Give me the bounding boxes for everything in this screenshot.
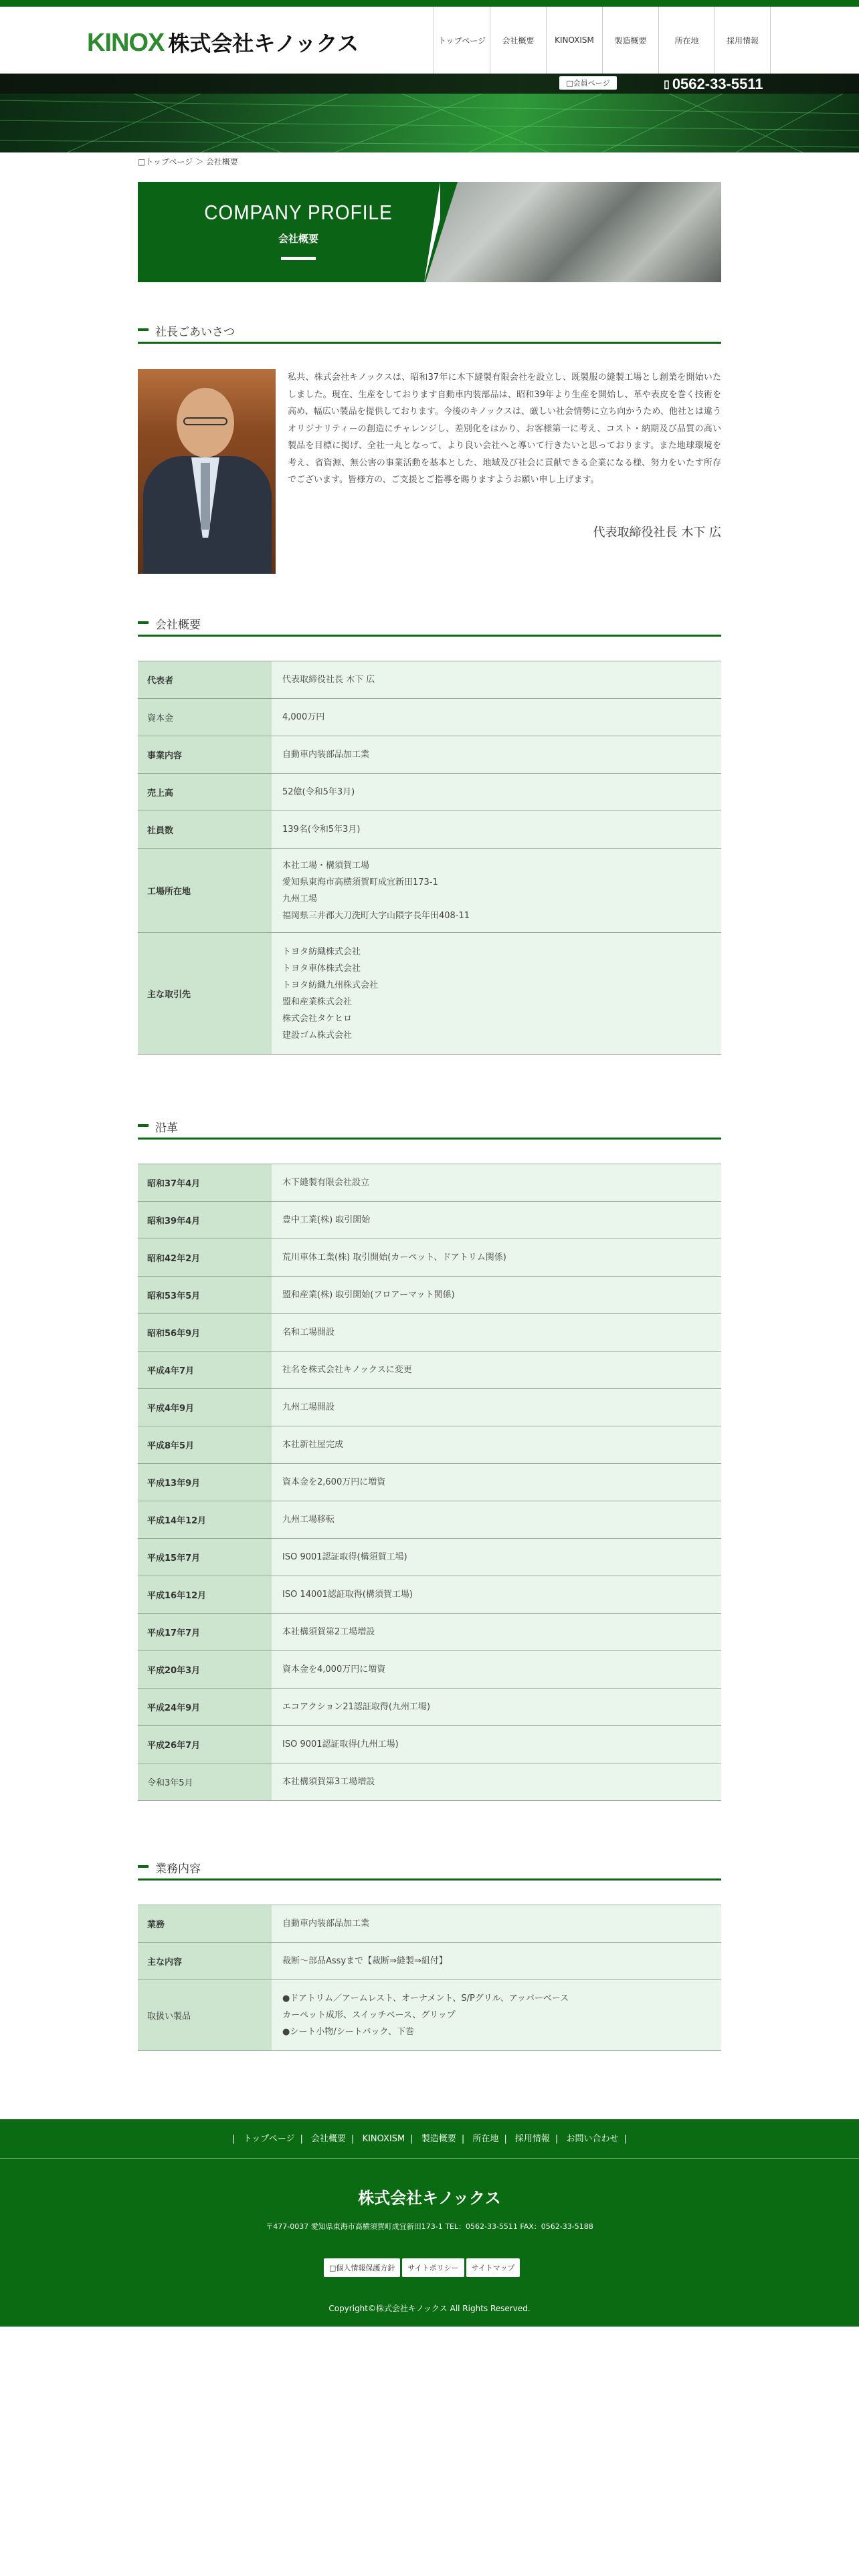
footer-buttons <box>324 2258 520 2277</box>
factory-line: 本社工場・構須賀工場 <box>282 860 370 871</box>
heading-mark <box>138 621 149 624</box>
footer-link-contact[interactable]: お問い合わせ <box>566 2134 619 2144</box>
hero-band <box>0 74 859 152</box>
row-value: 裁断〜部品Assyまで【裁断⇒縫製⇒組付】 <box>272 1943 721 1980</box>
row-label: 業務 <box>138 1905 272 1943</box>
table-row <box>138 736 721 774</box>
history-date: 令和3年5月 <box>138 1763 272 1801</box>
table-row <box>138 661 721 699</box>
history-date: 平成8年5月 <box>138 1426 272 1464</box>
table-row <box>138 1539 721 1576</box>
site-logo[interactable] <box>87 27 359 58</box>
photo-tie <box>201 463 210 530</box>
row-value <box>272 933 721 1055</box>
footer-company-name: 株式会社キノックス <box>358 2189 501 2208</box>
site-policy-button[interactable]: サイトポリシー <box>402 2258 464 2277</box>
heading-mark <box>138 1865 149 1868</box>
phone-text: 0562-33-5511 <box>672 76 763 92</box>
history-event: 木下縫製有限会社設立 <box>272 1164 721 1202</box>
history-event: 資本金を4,000万円に増資 <box>272 1651 721 1689</box>
table-row <box>138 774 721 811</box>
history-event: 九州工場開設 <box>272 1389 721 1426</box>
table-row <box>138 1314 721 1352</box>
banner-underline <box>281 257 316 260</box>
footer-link-kinoxism[interactable]: KINOXISM <box>362 2134 405 2144</box>
table-row <box>138 1426 721 1464</box>
history-event: 盟和産業(株) 取引開始(フロアーマット関係) <box>272 1277 721 1314</box>
history-date: 平成16年12月 <box>138 1576 272 1614</box>
history-date: 昭和53年5月 <box>138 1277 272 1314</box>
table-row <box>138 699 721 736</box>
client-line: 建設ゴム株式会社 <box>282 1030 353 1041</box>
row-value: 自動車内装部品加工業 <box>272 736 721 774</box>
history-event: ISO 9001認証取得(九州工場) <box>272 1726 721 1763</box>
table-row <box>138 1464 721 1501</box>
table-row <box>138 1651 721 1689</box>
heading-mark <box>138 1124 149 1127</box>
history-event: 本社新社屋完成 <box>272 1426 721 1464</box>
history-date: 平成26年7月 <box>138 1726 272 1763</box>
history-event: 名和工場開設 <box>272 1314 721 1352</box>
table-row <box>138 1501 721 1539</box>
privacy-policy-button[interactable]: □個人情報保護方針 <box>324 2258 400 2277</box>
history-date: 平成14年12月 <box>138 1501 272 1539</box>
photo-glasses <box>183 417 227 425</box>
greeting-heading-title: 社長ごあいさつ <box>155 326 235 339</box>
banner-title-ja: 会社概要 <box>278 233 318 245</box>
footer-link-top[interactable]: トップページ <box>243 2134 295 2144</box>
client-line: 株式会社タケヒロ <box>282 1013 353 1024</box>
history-date: 平成24年9月 <box>138 1689 272 1726</box>
history-event: 九州工場移転 <box>272 1501 721 1539</box>
footer-links <box>0 2131 859 2144</box>
copyright: Copyright©株式会社キノックス All Rights Reserved. <box>328 2304 531 2313</box>
product-line: ●シート小物/シートバック、下巻 <box>282 2027 414 2037</box>
banner-factory-photo <box>425 182 721 282</box>
history-event: エコアクション21認証取得(九州工場) <box>272 1689 721 1726</box>
table-row <box>138 849 721 933</box>
top-accent-bar <box>0 0 859 7</box>
overview-heading <box>138 615 721 637</box>
factory-line: 九州工場 <box>282 893 318 904</box>
factory-line: 愛知県東海市高横須賀町成宜新田173-1 <box>282 877 438 887</box>
history-event: ISO 9001認証取得(構須賀工場) <box>272 1539 721 1576</box>
member-page-button[interactable]: □会員ページ <box>559 76 617 90</box>
nav-item-top[interactable]: トップページ <box>434 7 490 74</box>
footer-sep: | <box>300 2134 303 2144</box>
table-row <box>138 1614 721 1651</box>
footer-sep: | <box>504 2134 507 2144</box>
footer-link-location[interactable]: 所在地 <box>472 2134 499 2144</box>
footer-sep: | <box>232 2134 235 2144</box>
product-line: カーペット成形、スイッチベース、グリップ <box>282 2010 456 2020</box>
table-row <box>138 1905 721 1943</box>
nav-item-location[interactable]: 所在地 <box>658 7 714 74</box>
table-row <box>138 1239 721 1277</box>
footer-link-manufacturing[interactable]: 製造概要 <box>421 2134 456 2144</box>
greeting-heading <box>138 322 721 344</box>
page-banner <box>138 182 721 282</box>
row-value: 139名(令和5年3月) <box>272 811 721 849</box>
row-value: 自動車内装部品加工業 <box>272 1905 721 1943</box>
business-table <box>138 1905 721 2051</box>
breadcrumb[interactable]: □トップページ ＞ 会社概要 <box>138 157 238 167</box>
history-event: 豊中工業(株) 取引開始 <box>272 1202 721 1239</box>
heading-mark <box>138 328 149 331</box>
client-line: 盟和産業株式会社 <box>282 996 353 1007</box>
row-label: 主な取引先 <box>138 933 272 1055</box>
table-row <box>138 1689 721 1726</box>
footer-link-company[interactable]: 会社概要 <box>311 2134 347 2144</box>
table-row <box>138 1164 721 1202</box>
global-nav <box>434 7 771 74</box>
phone-number[interactable] <box>664 76 763 93</box>
product-line: ●ドアトリム／アームレスト、オーナメント、S/Pグリル、アッパーベース <box>282 1994 569 2004</box>
greeting-text: 私共、株式会社キノックスは、昭和37年に木下縫製有限会社を設立し、既製服の縫製工場とし創業を開始いたしました。現在、生産をしております自動車内装部品は、昭和39年より生産を開始し、革や表皮を巻く技術を高め、幅広い製品を提供しております。今後のキノックスは、厳しい社会情勢に立ち向かうため、他社とは違うオリジナリティーの創造にチャレンジし、差別化をはかり、お客様第一に考え、コスト・納期及び品質の高い製品を目標に掲げ、全社一丸となって、より良い会社へと導いて行きたいと思っております。また地球環境を考え、省資源、無公害の事業活動を基本とした、地域及び社会に貢献できる企業になる様、努力をいたす所存でございます。皆様方の、ご支援とご指導を賜りますようお願い申し上げます。 <box>288 372 721 485</box>
history-event: 本社構須賀第2工場増設 <box>272 1614 721 1651</box>
logo-ja: 株式会社キノックス <box>168 31 359 56</box>
history-event: 資本金を2,600万円に増資 <box>272 1464 721 1501</box>
nav-item-kinoxism[interactable]: KINOXISM <box>546 7 602 74</box>
greeting-signature: 代表取締役社長 木下 広 <box>593 526 721 540</box>
row-label: 工場所在地 <box>138 849 272 933</box>
logo-en: KINOX <box>87 29 165 57</box>
row-value: 代表取締役社長 木下 広 <box>272 661 721 699</box>
nav-item-company[interactable]: 会社概要 <box>490 7 546 74</box>
footer-link-recruit[interactable]: 採用情報 <box>514 2134 550 2144</box>
site-footer <box>0 2119 859 2327</box>
business-heading-title: 業務内容 <box>155 1862 201 1876</box>
footer-sep: | <box>624 2134 627 2144</box>
footer-sep: | <box>351 2134 355 2144</box>
nav-item-manufacturing[interactable]: 製造概要 <box>602 7 658 74</box>
footer-address: 〒477-0037 愛知県東海市高横須賀町成宜新田173-1 TEL：0562-33-5511 FAX：0562-33-5188 <box>266 2222 593 2231</box>
table-row <box>138 1352 721 1389</box>
table-row <box>138 933 721 1055</box>
history-date: 昭和37年4月 <box>138 1164 272 1202</box>
table-row <box>138 1980 721 2051</box>
table-row <box>138 1202 721 1239</box>
table-row <box>138 1389 721 1426</box>
row-value: 4,000万円 <box>272 699 721 736</box>
row-label: 取扱い製品 <box>138 1980 272 2051</box>
history-event: 荒川車体工業(株) 取引開始(カーペット、ドアトリム関係) <box>272 1239 721 1277</box>
table-row <box>138 1576 721 1614</box>
history-date: 昭和42年2月 <box>138 1239 272 1277</box>
footer-sep: | <box>410 2134 413 2144</box>
banner-title-en: COMPANY PROFILE <box>204 201 393 224</box>
history-table <box>138 1164 721 1801</box>
overview-table <box>138 661 721 1055</box>
table-row <box>138 1277 721 1314</box>
client-line: トヨタ車体株式会社 <box>282 963 361 974</box>
client-line: トヨタ紡織株式会社 <box>282 946 361 957</box>
row-label: 売上高 <box>138 774 272 811</box>
history-heading <box>138 1118 721 1140</box>
history-date: 昭和39年4月 <box>138 1202 272 1239</box>
footer-sep: | <box>461 2134 465 2144</box>
phone-icon: ▯ <box>664 79 670 90</box>
row-value: 52億(令和5年3月) <box>272 774 721 811</box>
history-date: 平成17年7月 <box>138 1614 272 1651</box>
history-event: 社名を株式会社キノックスに変更 <box>272 1352 721 1389</box>
business-heading <box>138 1859 721 1881</box>
factory-line: 福岡県三井郡大刀洗町大字山隈字長年田408-11 <box>282 910 470 921</box>
site-header <box>0 7 859 74</box>
history-date: 平成4年9月 <box>138 1389 272 1426</box>
row-label: 事業内容 <box>138 736 272 774</box>
nav-item-recruit[interactable]: 採用情報 <box>714 7 771 74</box>
table-row <box>138 811 721 849</box>
client-line: トヨタ紡織九州株式会社 <box>282 980 379 990</box>
row-value <box>272 849 721 933</box>
history-event: ISO 14001認証取得(構須賀工場) <box>272 1576 721 1614</box>
footer-divider <box>0 2158 859 2159</box>
row-label: 主な内容 <box>138 1943 272 1980</box>
overview-heading-title: 会社概要 <box>155 619 201 632</box>
history-date: 平成4年7月 <box>138 1352 272 1389</box>
row-label: 資本金 <box>138 699 272 736</box>
footer-sep: | <box>555 2134 559 2144</box>
row-label: 社員数 <box>138 811 272 849</box>
history-heading-title: 沿革 <box>155 1121 178 1135</box>
sitemap-button[interactable]: サイトマップ <box>466 2258 520 2277</box>
history-event: 本社構須賀第3工場増設 <box>272 1763 721 1801</box>
table-row <box>138 1763 721 1801</box>
history-date: 平成13年9月 <box>138 1464 272 1501</box>
row-value <box>272 1980 721 2051</box>
history-date: 平成20年3月 <box>138 1651 272 1689</box>
history-date: 平成15年7月 <box>138 1539 272 1576</box>
history-date: 昭和56年9月 <box>138 1314 272 1352</box>
row-label: 代表者 <box>138 661 272 699</box>
table-row <box>138 1943 721 1980</box>
president-photo <box>138 369 276 574</box>
table-row <box>138 1726 721 1763</box>
